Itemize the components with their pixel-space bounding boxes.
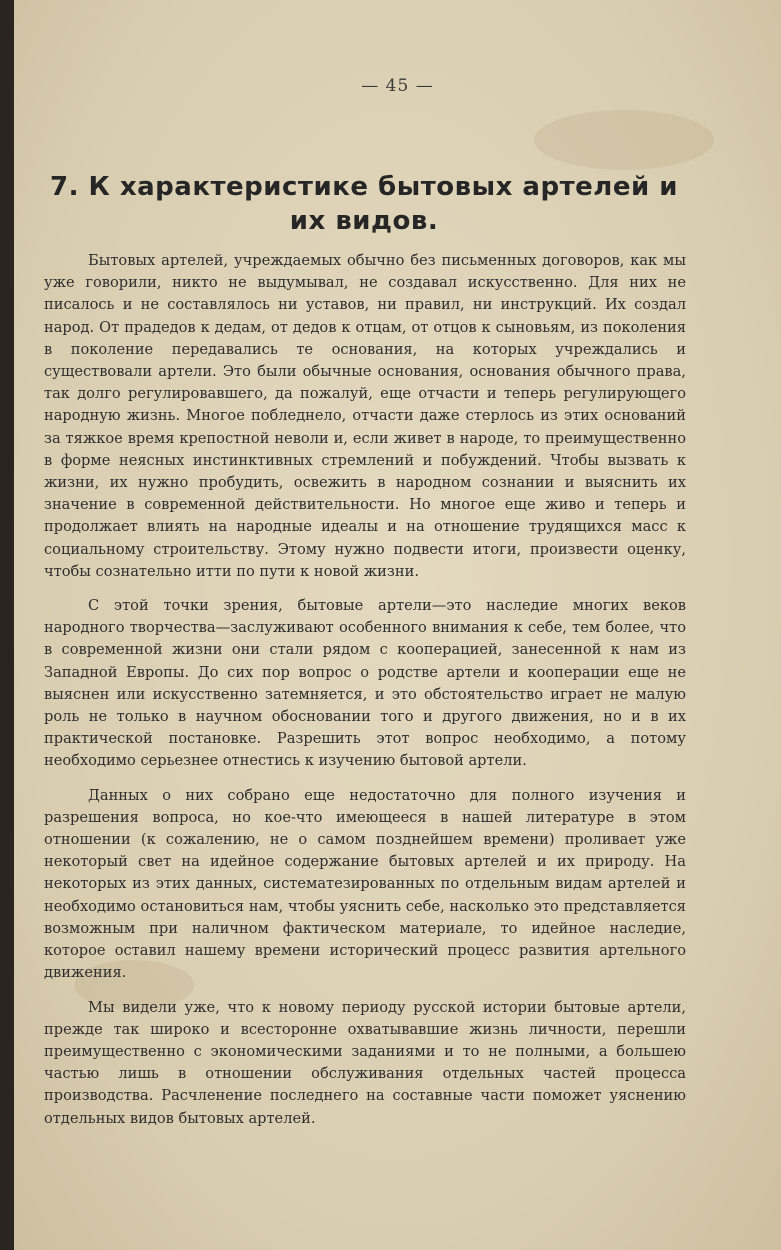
- paragraph-3: Данных о них собрано еще недостаточно для полного изучения и разрешения вопроса, но кое-что имеющееся в нашей литературе в этом отношении (к сожалению, не о самом позднейшем времени) проливает уже некоторый свет на идейное содержание бытовых артелей и их природу. На некоторых из этих данных, систематезированных по отдельным видам артелей и необходимо остановиться нам, чтобы уяснить себе, насколько это представляется возможным при наличном фактическом материале, то идейное наследие, которое оставил нашему времени исторический процесс развития артельного движения.: [44, 786, 686, 982]
- section-title: 7. К характеристике бытовых артелей и их видов.: [50, 172, 678, 236]
- paragraph-1: Бытовых артелей, учреждаемых обычно без письменных договоров, как мы уже говорили, никто не выдумывал, не создавал искусственно. Для них не писалось и не составлялось ни уставов, ни правил, ни инструкций. Их создал народ. От прадедов к дедам, от дедов к отцам, от отцов к сыновьям, из поколения в поколение передавались те основания, на которых учреждались и существовали артели. Это были обычные основания, основания обычного права, так долго регулировавшего, да пожалуй, еще отчасти и теперь регулирующего народную жизнь. Многое побледнело, отчасти даже стерлось из этих оснований за тяжкое время крепостной неволи и, если живет в народе, то преимущественно в форме неясных инстинктивных стремлений и побуждений. Чтобы вызвать к жизни, их нужно пробудить, освежить в народном сознании и выяснить их значение в современной действительности. Но многое еще живо и теперь и продолжает влиять на народные идеалы и на отношение трудящихся масс к социальному строительству. Этому нужно подвести итоги, произвести оценку, чтобы сознательно итти по пути к новой жизни.: [44, 252, 686, 580]
- page-number: — 45 —: [361, 76, 434, 96]
- paragraph-4: Мы видели уже, что к новому периоду русской истории бытовые артели, прежде так широко и всесторонне охватывавшие жизнь личности, перешли преимущественно с экономическими заданиями и то не полными, а большею частью лишь в отношении обслуживания отдельных частей процесса производства. Расчленение последнего на составные части поможет уяснению отдельных видов бытовых артелей.: [44, 998, 686, 1127]
- body-text: [44, 250, 686, 1142]
- paper-stain: [534, 110, 714, 170]
- paragraph-2: С этой точки зрения, бытовые артели—это наследие многих веков народного творчества—заслуживают особенного внимания к себе, тем более, что в современной жизни они стали рядом с кооперацией, занесенной к нам из Западной Европы. До сих пор вопрос о родстве артели и кооперации еще не выяснен или искусственно затемняется, и это обстоятельство играет не малую роль не только в научном обосновании того и другого движения, но и в их практической постановке. Разрешить этот вопрос необходимо, а потому необходимо серьезнее отнестись к изучению бытовой артели.: [44, 597, 686, 770]
- document-page: [14, 0, 781, 1250]
